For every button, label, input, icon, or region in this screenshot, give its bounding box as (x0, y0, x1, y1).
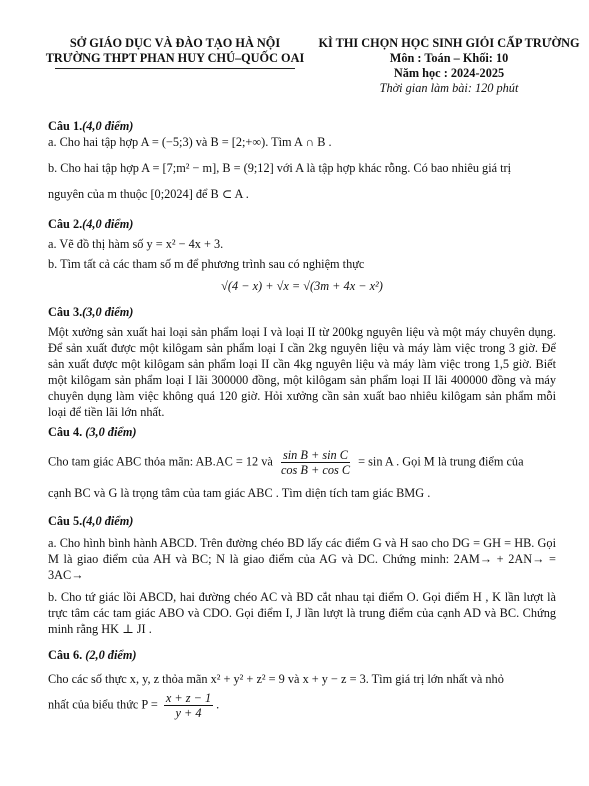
q3-heading (48, 304, 556, 320)
q4-title: Câu 4. (48, 425, 83, 439)
q6-fraction-denominator: y + 4 (175, 706, 202, 720)
q3-title: Câu 3. (48, 305, 83, 319)
q2-equation: √(4 − x) + √x = √(3m + 4x − x²) (221, 279, 383, 293)
exam-title: KÌ THI CHỌN HỌC SINH GIỎI CẤP TRƯỜNG (318, 36, 580, 50)
q4-line1-start: Cho tam giác ABC thỏa mãn: AB.AC = 12 và (48, 454, 273, 469)
q1-part-b-line2: nguyên của m thuộc [0;2024] để B ⊂ A . (48, 187, 249, 201)
q3-text: Một xưởng sản xuất hai loại sản phẩm loại I và loại II từ 200kg nguyên liệu và một máy chuyên dụng. Để sản xuất được một kilôgam sản phẩm loại I cần 2kg nguyên liệu và máy làm việc trong 3 giờ. Để sản xuất được một kilôgam sản phẩm loại II cần 4kg nguyên liệu và máy làm việc trong 1,5 giờ. Biết một kilôgam sản phẩm loại I lãi 300000 đồng, một kilôgam sản phẩm loại II lãi 400000 đồng và máy chuyên dụng làm việc không quá 120 giờ. Hỏi xưởng cần sản xuất bao nhiêu kilôgam sản phẩm mỗi loại để tiền lãi lớn nhất. (48, 325, 556, 419)
q6-heading (48, 647, 556, 663)
q6-line2-start: nhất của biểu thức P = (48, 697, 158, 712)
q2-points: (4,0 điểm) (82, 217, 134, 231)
q4-fraction-numerator: sin B + sin C (282, 448, 348, 462)
q1-part-a: a. Cho hai tập hợp A = (−5;3) và B = [2;+∞). Tìm A ∩ B . (48, 135, 332, 149)
header-right (308, 36, 589, 96)
q6-fraction (164, 691, 213, 720)
time-limit: Thời gian làm bài: 120 phút (379, 81, 519, 95)
q4-line2: cạnh BC và G là trọng tâm của tam giác ABC . Tìm diện tích tam giác BMG . (48, 486, 431, 500)
q6-fraction-numerator: x + z − 1 (165, 691, 212, 705)
q1-part-b-line1: b. Cho hai tập hợp A = [7;m² − m], B = (9;12] với A là tập hợp khác rỗng. Có bao nhiêu giá trị (48, 161, 512, 175)
q6-line2-end: . (216, 697, 220, 712)
q5-heading (48, 513, 556, 529)
q4-line1 (48, 448, 556, 477)
q4-fraction (279, 448, 352, 477)
q5-title: Câu 5. (48, 514, 83, 528)
q1-title: Câu 1. (48, 119, 83, 133)
q4-heading (48, 424, 556, 440)
school-year: Năm học : 2024-2025 (393, 66, 505, 80)
q6-line2 (48, 691, 556, 720)
q6-points: (2,0 điểm) (85, 648, 137, 662)
subject-line: Môn : Toán – Khối: 10 (389, 51, 509, 65)
q5-part-a: a. Cho hình bình hành ABCD. Trên đường chéo BD lấy các điểm G và H sao cho DG = GH = HB. Gọi M là giao điểm của AH và BC; N là giao điểm của AG và DC. Chứng minh: 2AM→ + 2AN→ = 3AC→ (48, 536, 556, 582)
q5-part-b: b. Cho tứ giác lồi ABCD, hai đường chéo AC và BD cắt nhau tại điểm O. Gọi điểm H , K lần lượt là trực tâm các tam giác ABO và CDO. Gọi điểm I, J lần lượt là trung điểm của cạnh AD và BC. Chứng minh rằng HK ⊥ JI . (48, 590, 556, 636)
q3-points: (3,0 điểm) (82, 305, 134, 319)
department-name: SỞ GIÁO DỤC VÀ ĐÀO TẠO HÀ NỘI (69, 36, 281, 50)
q5-points: (4,0 điểm) (82, 514, 134, 528)
q1-heading (48, 118, 556, 134)
q4-points: (3,0 điểm) (85, 425, 137, 439)
q2-title: Câu 2. (48, 217, 83, 231)
q6-line1: Cho các số thực x, y, z thỏa mãn x² + y² + z² = 9 và x + y − z = 3. Tìm giá trị lớn nhất và nhỏ (48, 672, 504, 686)
q2-heading (48, 216, 556, 232)
q1-points: (4,0 điểm) (82, 119, 134, 133)
q6-title: Câu 6. (48, 648, 83, 662)
exam-body (48, 110, 556, 720)
q4-line1-end: = sin A . Gọi M là trung điểm của (358, 454, 524, 469)
q2-part-a: a. Vẽ đồ thị hàm số y = x² − 4x + 3. (48, 237, 224, 251)
header-left (44, 36, 306, 69)
school-name: TRƯỜNG THPT PHAN HUY CHÚ–QUỐC OAI (45, 51, 305, 65)
q4-fraction-denominator: cos B + cos C (280, 463, 351, 477)
q2-part-b: b. Tìm tất cả các tham số m để phương trình sau có nghiệm thực (48, 257, 365, 271)
school-underline (55, 68, 295, 69)
